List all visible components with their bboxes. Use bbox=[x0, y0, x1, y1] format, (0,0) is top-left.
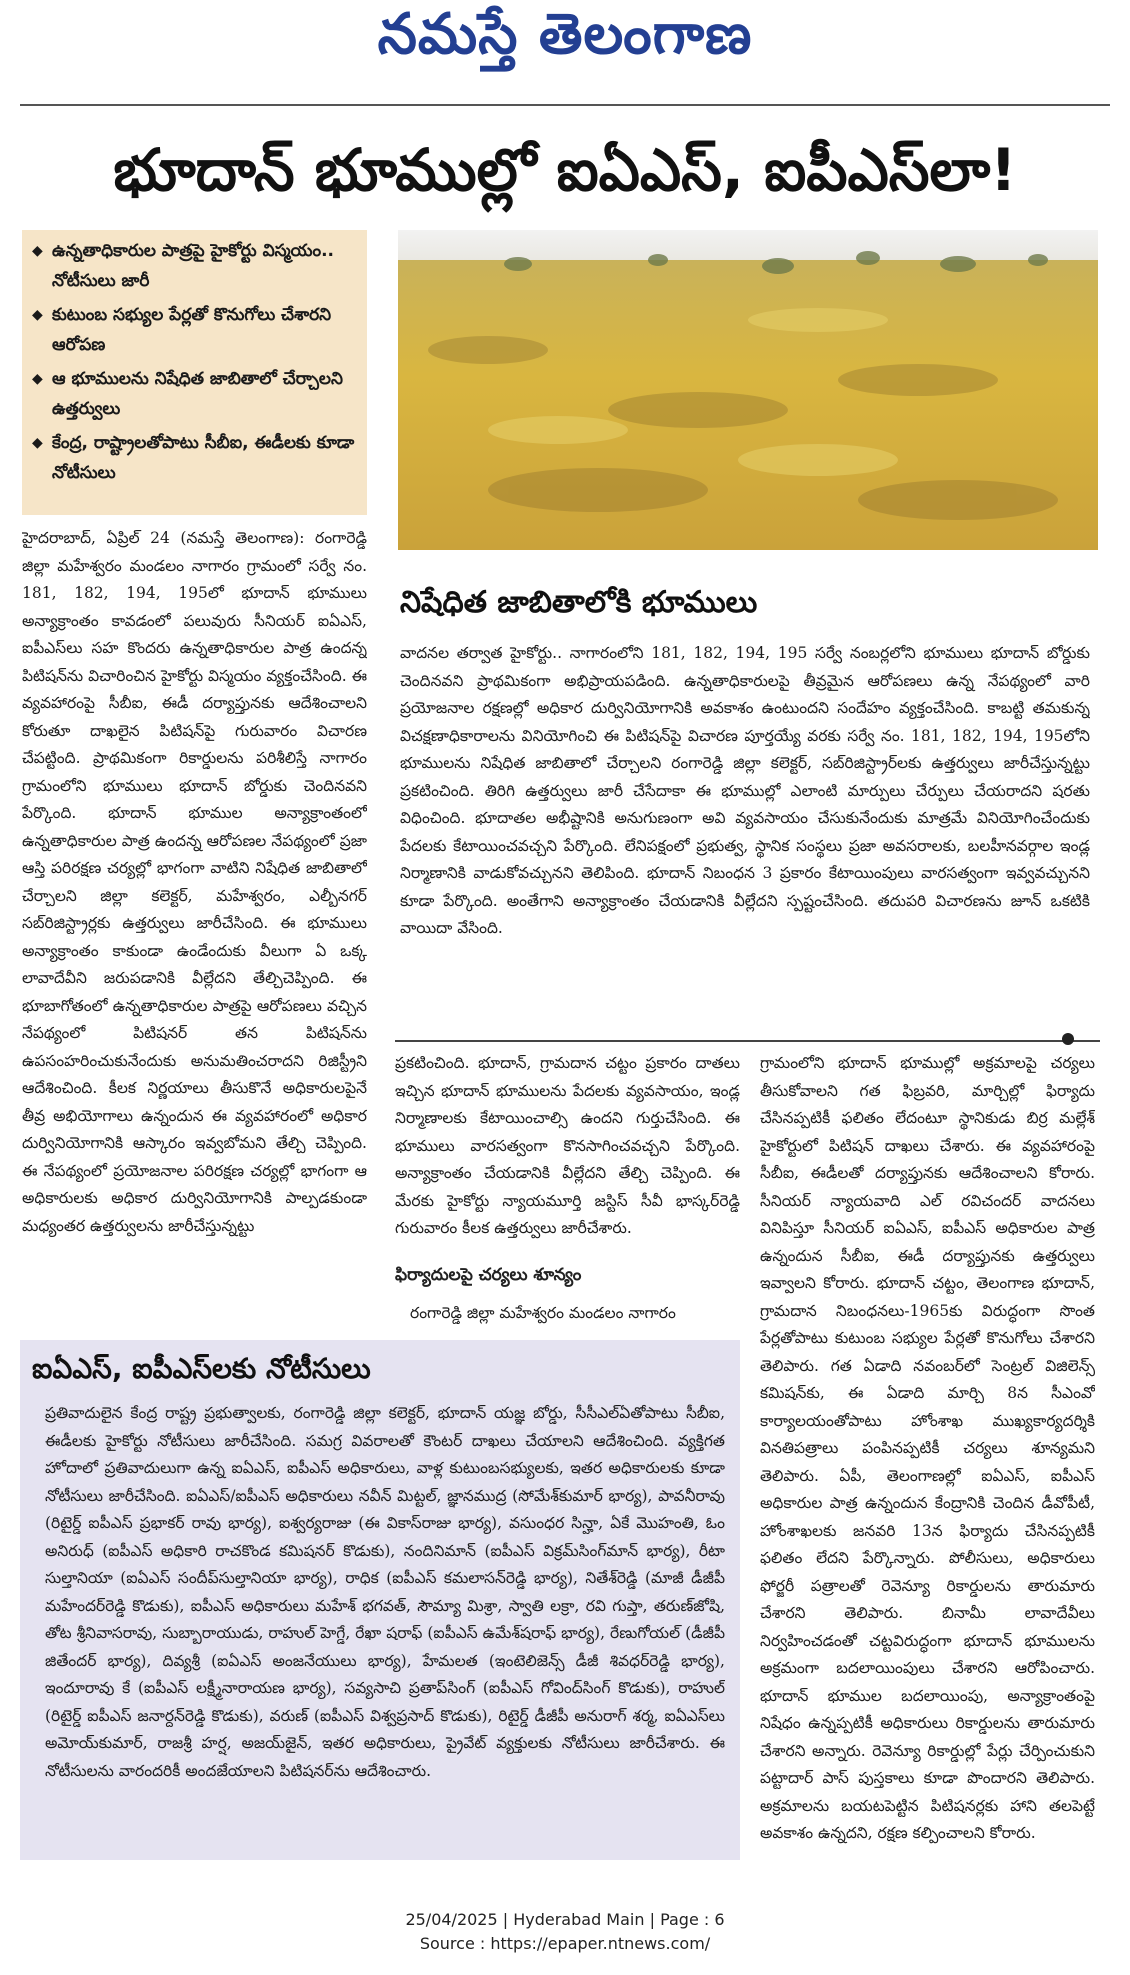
left-column bbox=[22, 525, 367, 1315]
middle-column-tail: రంగారెడ్డి జిల్లా మహేశ్వరం మండలం నాగారం bbox=[410, 1304, 676, 1322]
right-column bbox=[760, 1050, 1095, 1880]
diamond-bullet-icon: ◆ bbox=[32, 435, 43, 451]
subheading-complaints: ఫిర్యాదులపై చర్యలు శూన్యం bbox=[395, 1265, 582, 1285]
article-paragraph: ప్రతివాదులైన కేంద్ర రాష్ట్ర ప్రభుత్వాలకు, రంగారెడ్డి జిల్లా కలెక్టర్, భూదాన్ యజ్ఞ బోర్డు, సీసీఎల్ఏతోపాటు సీబీఐ, ఈడీలకు హైకోర్టు నోటీసులు జారీచేసింది. సమగ్ర వివరాలతో కౌంటర్ దాఖలు చేయాలని ఆదేశించింది. వ్యక్తిగత హోదాలో ప్రతివాదులుగా ఉన్న ఐఏఎస్, ఐపీఎస్ అధికారులు, వాళ్ల కుటుంబసభ్యులకు, ఇతర అధికారులకు కూడా నోటీసులు జారీచేసింది. ఐఏఎస్/ఐపీఎస్ అధికారులు నవీన్ మిట్టల్, జ్ఞానముద్ర (సోమేశ్‌కుమార్ భార్య), పావనీరావు (రిటైర్డ్ ఐపీఎస్ ప్రభాకర్ రావు భార్య), ఐశ్వర్యరాజు (ఈ వికాస్‌రాజు భార్య), వసుంధర సిన్హా, ఏకే మొహంతి, ఓం అనిరుధ్ (ఐపీఎస్ అధికారి రాచకొండ కమిషనర్ కొడుకు), నందినిమాన్ (ఐపీఎస్ విక్రమ్‌సింగ్‌మాన్ భార్య), రీటా సుల్తానియా (ఐఏఎస్ సందీప్‌సుల్తానియా భార్య), రాధిక (ఐపీఎస్ కమలాసన్‌రెడ్డి భార్య), నితేశ్‌రెడ్డి (మాజీ డీజీపీ మహేందర్‌రెడ్డి కొడుకు), ఐపీఎస్ అధికారులు మహేశ్ భగవత్, సౌమ్యా మిశ్రా, స్వాతి లక్రా, రవి గుప్తా, తరుణ్‌జోషి, తోట శ్రీనివాసరావు, సుబ్బారాయుడు, రాహుల్ హెగ్డే, రేఖా షరాఫ్ (ఐపీఎస్ ఉమేశ్‌షరాఫ్ భార్య), రేణుగోయల్ (డీజీపీ జితేందర్ భార్య), దివ్యశ్రీ (ఐఏఎస్ అంజనేయులు భార్య), హేమలత (ఇంటెలిజెన్స్ డీజీ శివధర్‌రెడ్డి భార్య), ఇందూరావు కే (ఐపీఎస్ లక్ష్మీనారాయణ భార్య), సవ్యసాచి ప్రతాప్‌సింగ్ (ఐపీఎస్ గోవింద్‌సింగ్ కొడుకు), రాహుల్ (రిటైర్డ్ ఐపీఎస్ జనార్దన్‌రెడ్డి కొడుకు), వరుణ్ (ఐపీఎస్ విశ్వప్రసాద్ కొడుకు), రిటైర్డ్ డీజీపీ అనురాగ్ శర్మ, ఐఏఎస్‌లు అమోయ్‌కుమార్, రాజశ్రీ హర్ష, అజయ్‌జైన్, ఇతర అధికారులు, ప్రైవేట్ వ్యక్తులకు నోటీసులు జారీచేశారు. ఈ నోటీసులను వారందరికీ అందజేయాలని పిటిషనర్‌ను ఆదేశించారు. bbox=[45, 1404, 725, 1780]
diamond-bullet-icon: ◆ bbox=[32, 243, 43, 259]
middle-column bbox=[395, 1050, 740, 1250]
newspaper-logo: నమస్తే తెలంగాణ bbox=[377, 2, 753, 67]
article-paragraph: వాదనల తర్వాత హైకోర్టు.. నాగారంలోని 181, 182, 194, 195 సర్వే నంబర్లలోని భూములు భూదాన్ బోర్డుకు చెందినవని ప్రాథమికంగా అభిప్రాయపడింది. ఉన్నతాధికారులపై తీవ్రమైన ఆరోపణలు ఉన్న నేపథ్యంలో వారి ప్రయోజనాల రక్షణల్లో అధికార దుర్వినియోగానికి అవకాశం ఉంటుందని సందేహం వ్యక్తంచేసింది. కాబట్టి తమకున్న విచక్షణాధికారాలను వినియోగించి ఈ పిటిషన్‌పై విచారణ పూర్తయ్యే వరకు సర్వే నం. 181, 182, 194, 195లోని భూములను నిషేధిత జాబితాలో చేర్చాలని రంగారెడ్డి జిల్లా కలెక్టర్, సబ్‌రిజిస్ట్రార్‌లకు ఉత్తర్వులు జారీచేస్తున్నట్టు ప్రకటించింది. తిరిగి ఉత్తర్వులు జారీ చేసేదాకా ఈ భూముల్లో ఎలాంటి మార్పులు చేర్పులు చేయరాదని షరతు విధించింది. భూదాతల అభీష్టానికి అనుగుణంగా అవి వ్యవసాయం చేసుకునేందుకు మాత్రమే వినియోగించేందుకు పేదలకు కేటాయించవచ్చని పేర్కొంది. లేనిపక్షంలో ప్రభుత్వ, స్థానిక సంస్థలు ప్రజా అవసరాలకు, బలహీనవర్గాల ఇండ్ల నిర్మాణానికి వాడుకోవచ్చునని తెలిపింది. భూదాన్ నిబంధన 3 ప్రకారం కేటాయింపులు వారసత్వంగా ఇవ్వవచ్చునని కూడా పేర్కొంది. అంతేగాని అన్యాక్రాంతం చేయడానికి వీల్లేదని స్పష్టంచేసింది. తదుపరి విచారణను జూన్ ఒకటికి వాయిదా వేసింది. bbox=[400, 644, 1090, 937]
highlights-box bbox=[22, 230, 367, 515]
section-body-notices bbox=[45, 1400, 725, 1850]
masthead bbox=[0, 0, 1130, 105]
section-body-banned-list bbox=[400, 640, 1090, 1020]
diamond-bullet-icon: ◆ bbox=[32, 307, 43, 323]
divider-dot-icon bbox=[1062, 1033, 1074, 1045]
highlight-item: ◆ ఉన్నతాధికారుల పాత్రపై హైకోర్టు విస్మయం.. నోటీసులు జారీ bbox=[32, 236, 357, 296]
section-divider bbox=[395, 1040, 1100, 1042]
article-paragraph: గ్రామంలోని భూదాన్ భూముల్లో అక్రమాలపై చర్యలు తీసుకోవాలని గత ఫిబ్రవరి, మార్చిల్లో ఫిర్యాదు చేసినప్పటికీ ఫలితం లేదంటూ స్థానికుడు బిర్ర మల్లేశ్ హైకోర్టులో పిటిషన్ దాఖలు చేశారు. ఈ వ్యవహారంపై సీబీఐ, ఈడీలతో దర్యాప్తునకు ఆదేశించాలని కోరారు. సీనియర్ న్యాయవాది ఎల్ రవిచందర్ వాదనలు వినిపిస్తూ సీనియర్ ఐఏఎస్, ఐపీఎస్ అధికారుల పాత్ర ఉన్నందున సీబీఐ, ఈడీ దర్యాప్తునకు ఉత్తర్వులు ఇవ్వాలని కోరారు. భూదాన్ చట్టం, తెలంగాణ భూదాన్, గ్రామదాన నిబంధనలు-1965కు విరుద్ధంగా సొంత పేర్లతోపాటు కుటుంబ సభ్యుల పేర్లతో కొనుగోలు చేశారని తెలిపారు. గత ఏడాది నవంబర్‌లో సెంట్రల్ విజిలెన్స్ కమిషన్‌కు, ఈ ఏడాది మార్చి 8న సీఎంవో కార్యాలయంతోపాటు హోంశాఖ ముఖ్యకార్యదర్శికి వినతిపత్రాలు పంపినప్పటికీ చర్యలు శూన్యమని తెలిపారు. ఏపీ, తెలంగాణల్లో ఐఏఎస్, ఐపీఎస్ అధికారుల పాత్ర ఉన్నందున కేంద్రానికి చెందిన డీవోపీటీ, హోంశాఖలకు జనవరి 13న ఫిర్యాదు చేసినప్పటికీ ఫలితం లేదని పేర్కొన్నారు. పోలీసులు, అధికారులు ఫోర్జరీ పత్రాలతో రెవెన్యూ రికార్డులను తారుమారు చేశారని తెలిపారు. బినామీ లావాదేవీలు నిర్వహించడంతో చట్టవిరుద్ధంగా భూదాన్ భూములను అక్రమంగా బదలాయింపులు చేశారని ఆరోపించారు. భూదాన్ భూముల బదలాయింపు, అన్యాక్రాంతంపై నిషేధం ఉన్నప్పటికీ అధికారులు రికార్డులను తారుమారు చేశారని అన్నారు. రెవెన్యూ రికార్డుల్లో పేర్లు చేర్పించుకుని పట్టాదార్ పాస్ పుస్తకాలు కూడా పొందారని తెలిపారు. అక్రమాలను బయటపెట్టిన పిటిషనర్లకు హాని తలపెట్టే అవకాశం ఉన్నదని, రక్షణ కల్పించాలని కోరారు. bbox=[760, 1054, 1095, 1842]
highlight-item: ◆ ఆ భూములను నిషేధిత జాబితాలో చేర్చాలని ఉత్తర్వులు bbox=[32, 364, 357, 424]
article-paragraph: హైదరాబాద్, ఏప్రిల్ 24 (నమస్తే తెలంగాణ): రంగారెడ్డి జిల్లా మహేశ్వరం మండలం నాగారం గ్రామంలో సర్వే నం. 181, 182, 194, 195లో భూదాన్ భూములు అన్యాక్రాంతం కావడంలో పలువురు సీనియర్ ఐఏఎస్, ఐపీఎస్‌లు సహ కొందరు ఉన్నతాధికారుల పాత్ర ఉందన్న పిటిషన్‌ను విచారించిన హైకోర్టు విస్మయం వ్యక్తంచేసింది. ఈ వ్యవహారంపై సీబీఐ, ఈడీ దర్యాప్తునకు ఆదేశించాలని కోరుతూ దాఖలైన పిటిషన్‌పై గురువారం విచారణ చేపట్టింది. ప్రాథమికంగా రికార్డులను పరిశీలిస్తే నాగారం గ్రామంలోని భూములు భూదాన్ బోర్డుకు చెందినవని పేర్కొంది. భూదాన్ భూముల అన్యాక్రాంతంలో ఉన్నతాధికారుల పాత్ర ఉందన్న ఆరోపణల నేపథ్యంలో ప్రజా ఆస్తి పరిరక్షణ చర్యల్లో భాగంగా వాటిని నిషేధిత జాబితాలో చేర్చాలని జిల్లా కలెక్టర్, మహేశ్వరం, ఎల్బీనగర్ సబ్‌రిజిస్ట్రార్లకు ఉత్తర్వులు జారీచేసింది. ఈ భూములు అన్యాక్రాంతం కాకుండా ఉండేందుకు వీలుగా ఏ ఒక్క లావాదేవీని జరుపడానికి వీల్లేదని తేల్చిచెప్పింది. ఈ భూబాగోతంలో ఉన్నతాధికారుల పాత్రపై ఆరోపణలు వచ్చిన నేపథ్యంలో పిటిషనర్ తన పిటిషన్‌ను ఉపసంహరించుకునేందుకు అనుమతించరాదని రిజిస్ట్రీని ఆదేశించింది. కీలక నిర్ణయాలు తీసుకొనే అధికారులపైనే తీవ్ర అభియోగాలు ఉన్నందున ఈ వ్యవహారంలో అధికార దుర్వినియోగానికి ఆస్కారం ఇవ్వబోమని తేల్చి చెప్పింది. ఈ నేపథ్యంలో ప్రయోజనాల పరిరక్షణ చర్యల్లో భాగంగా ఆ అధికారులకు అధికార దుర్వినియోగానికి పాల్పడకుండా మధ్యంతర ఉత్తర్వులను జారీచేస్తున్నట్టు bbox=[22, 529, 367, 1235]
article-paragraph: ప్రకటించింది. భూదాన్, గ్రామదాన చట్టం ప్రకారం దాతలు ఇచ్చిన భూదాన్ భూములను పేదలకు వ్యవసాయం, ఇండ్ల నిర్మాణాలకు కేటాయించాల్సి ఉందని గుర్తుచేసింది. ఈ భూములు వారసత్వంగా కొనసాగించవచ్చని పేర్కొంది. అన్యాక్రాంతం చేయడానికి వీల్లేదని తేల్చి చెప్పింది. ఈ మేరకు హైకోర్టు న్యాయమూర్తి జస్టిస్ సీవీ భాస్కర్‌రెడ్డి గురువారం కీలక ఉత్తర్వులు జారీచేశారు. bbox=[395, 1054, 740, 1237]
dry-field-image bbox=[398, 230, 1098, 550]
headline: భూదాన్ భూముల్లో ఐఏఎస్, ఐపీఎస్‌లా! bbox=[113, 136, 1017, 204]
diamond-bullet-icon: ◆ bbox=[32, 371, 43, 387]
highlight-item: ◆ కుటుంబ సభ్యుల పేర్లతో కొనుగోలు చేశారని ఆరోపణ bbox=[32, 300, 357, 360]
section-heading-notices: ఐఏఎస్, ఐపీఎస్‌లకు నోటీసులు bbox=[32, 1352, 371, 1385]
masthead-rule bbox=[20, 104, 1110, 106]
footer-date-edition: 25/04/2025 | Hyderabad Main | Page : 6 bbox=[405, 1910, 725, 1929]
footer-source: Source : https://epaper.ntnews.com/ bbox=[419, 1934, 711, 1953]
highlight-item: ◆ కేంద్ర, రాష్ట్రాలతోపాటు సీబీఐ, ఈడీలకు కూడా నోటీసులు bbox=[32, 428, 357, 488]
section-heading-banned-list: నిషేధిత జాబితాలోకి భూములు bbox=[400, 585, 758, 620]
land-photo bbox=[398, 230, 1098, 550]
